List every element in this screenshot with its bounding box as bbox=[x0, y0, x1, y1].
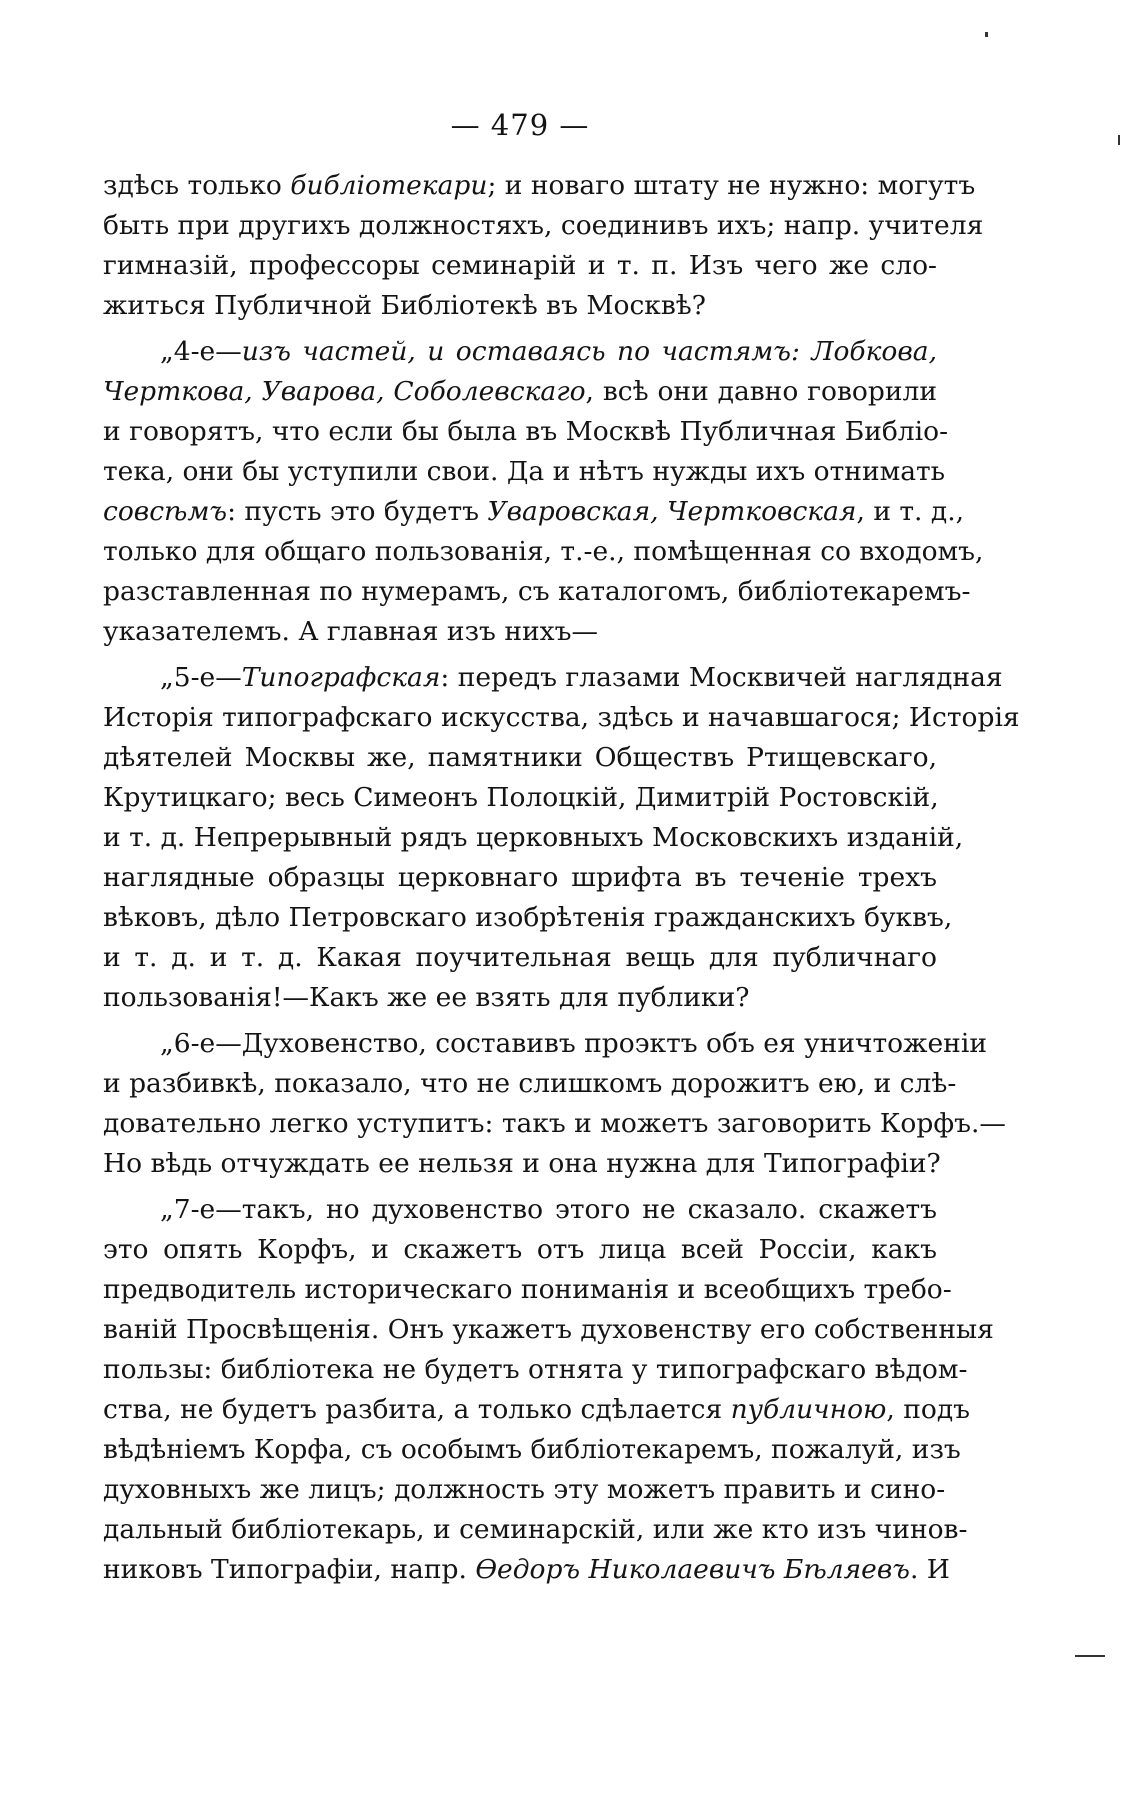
text-line bbox=[103, 492, 965, 532]
text-line bbox=[103, 1510, 968, 1550]
text-line bbox=[160, 1190, 937, 1230]
text-segment: дѣятелей Москвы же, памятники Обществъ Ртищевскаго, bbox=[103, 742, 937, 773]
text-line bbox=[103, 166, 976, 206]
text-line bbox=[103, 698, 1020, 738]
text-line bbox=[103, 1350, 968, 1390]
text-line bbox=[103, 246, 937, 286]
text-segment: дальный библіотекарь, и семинарскій, или же кто изъ чинов- bbox=[103, 1514, 968, 1545]
text-line bbox=[103, 1064, 957, 1104]
text-segment: здѣсь только bbox=[103, 170, 291, 201]
text-segment: тека, они бы уступили свои. Да и нѣтъ нужды ихъ отнимать bbox=[103, 456, 946, 487]
italic-text: библіотекари bbox=[290, 170, 488, 201]
text-segment: вѣдѣніемъ Корфа, съ особымъ библіотекаремъ, пожалуй, изъ bbox=[103, 1434, 961, 1465]
text-line bbox=[103, 738, 937, 778]
italic-text: публичною bbox=[730, 1394, 887, 1425]
text-line bbox=[160, 1024, 987, 1064]
text-line bbox=[103, 572, 971, 612]
text-line bbox=[103, 978, 937, 1018]
text-line bbox=[103, 858, 937, 898]
text-segment: , всѣ они давно говорили bbox=[585, 376, 938, 407]
text-line bbox=[103, 1230, 937, 1270]
text-segment: . И bbox=[909, 1554, 950, 1585]
text-segment: гимназій, профессоры семинарій и т. п. Изъ чего же сло- bbox=[103, 250, 937, 281]
text-segment: „4-е— bbox=[160, 336, 242, 367]
text-line bbox=[103, 206, 984, 246]
text-segment: указателемъ. А главная изъ нихъ— bbox=[103, 616, 598, 647]
text-line bbox=[103, 1430, 961, 1470]
text-segment: Исторія типографскаго искусства, здѣсь и начавшагося; Исторія bbox=[103, 702, 1020, 733]
text-segment: предводитель историческаго пониманія и всеобщихъ требо- bbox=[103, 1274, 952, 1305]
text-line bbox=[103, 412, 949, 452]
text-segment: , подъ bbox=[886, 1394, 971, 1425]
text-line bbox=[160, 332, 937, 372]
text-line bbox=[103, 1310, 994, 1350]
scan-artifact-mark bbox=[985, 32, 988, 37]
text-segment: ваній Просвѣщенія. Онъ укажетъ духовенству его собственныя bbox=[103, 1314, 994, 1345]
italic-text: Уваровская, Чертковская bbox=[487, 496, 857, 527]
text-segment: и т. д. Непрерывный рядъ церковныхъ Московскихъ изданій, bbox=[103, 822, 964, 853]
scan-artifact-mark bbox=[1118, 135, 1120, 145]
text-line bbox=[103, 818, 964, 858]
text-line bbox=[103, 372, 937, 412]
text-segment: и разбивкѣ, показало, что не слишкомъ дорожитъ ею, и слѣ- bbox=[103, 1068, 957, 1099]
text-segment: и т. д. и т. д. Какая поучительная вещь для публичнаго bbox=[103, 942, 937, 973]
text-segment: разставленная по нумерамъ, съ каталогомъ, библіотекаремъ- bbox=[103, 576, 971, 607]
text-line bbox=[103, 1550, 950, 1590]
text-segment: Но вѣдь отчуждать ее нельзя и она нужна для Типографіи? bbox=[103, 1148, 941, 1179]
text-line bbox=[103, 532, 984, 572]
text-line bbox=[103, 1470, 946, 1510]
text-segment: вѣковъ, дѣло Петровскаго изобрѣтенія гражданскихъ буквъ, bbox=[103, 902, 953, 933]
text-segment: пользы: библіотека не будетъ отнята у типографскаго вѣдом- bbox=[103, 1354, 968, 1385]
text-segment: ; и новаго штату не нужно: могутъ bbox=[487, 170, 976, 201]
text-segment: духовныхъ же лицъ; должность эту можетъ править и сино- bbox=[103, 1474, 946, 1505]
text-segment: , и т. д., bbox=[856, 496, 965, 527]
text-line bbox=[103, 938, 937, 978]
text-line bbox=[103, 1144, 941, 1184]
text-segment: пользованія!—Какъ же ее взять для публики? bbox=[103, 982, 750, 1013]
italic-text: Черткова, Уварова, Соболевскаго bbox=[103, 376, 586, 407]
text-segment: только для общаго пользованія, т.-е., помѣщенная со входомъ, bbox=[103, 536, 984, 567]
text-line bbox=[103, 452, 946, 492]
text-segment: ства, не будетъ разбита, а только сдѣлается bbox=[103, 1394, 731, 1425]
text-line bbox=[103, 1270, 952, 1310]
text-segment: „7-е—такъ, но духовенство этого не сказало. скажетъ bbox=[160, 1194, 937, 1225]
text-segment: „6-е—Духовенство, составивъ проэктъ объ ея уничтоженіи bbox=[160, 1028, 987, 1059]
text-line bbox=[160, 658, 1003, 698]
text-segment: и говорятъ, что если бы была въ Москвѣ Публичная Библіо- bbox=[103, 416, 949, 447]
scan-artifact-mark bbox=[1075, 1655, 1105, 1657]
italic-text: Өедоръ Николаевичъ Бѣляевъ bbox=[475, 1554, 910, 1585]
text-segment: никовъ Типографіи, напр. bbox=[103, 1554, 476, 1585]
text-segment: наглядные образцы церковнаго шрифта въ теченіе трехъ bbox=[103, 862, 937, 893]
text-line bbox=[103, 1390, 971, 1430]
text-segment: : пусть это будетъ bbox=[227, 496, 488, 527]
page-number: — 479 — bbox=[450, 108, 590, 142]
text-segment: житься Публичной Библіотекѣ въ Москвѣ? bbox=[103, 290, 706, 321]
text-line bbox=[103, 778, 937, 818]
text-line bbox=[103, 286, 937, 326]
italic-text: изъ частей, и оставаясь по частямъ: Лобкова, bbox=[241, 336, 937, 367]
text-segment: довательно легко уступитъ: такъ и можетъ заговорить Корфъ.— bbox=[103, 1108, 1006, 1139]
italic-text: совсѣмъ bbox=[103, 496, 228, 527]
italic-text: Типографская bbox=[241, 662, 441, 693]
text-segment: : передъ глазами Москвичей наглядная bbox=[440, 662, 1003, 693]
text-segment: это опять Корфъ, и скажетъ отъ лица всей Россіи, какъ bbox=[103, 1234, 937, 1265]
text-line bbox=[103, 1104, 1006, 1144]
text-line bbox=[103, 612, 937, 652]
text-segment: быть при другихъ должностяхъ, соединивъ ихъ; напр. учителя bbox=[103, 210, 984, 241]
text-segment: Крутицкаго; весь Симеонъ Полоцкій, Димитрій Ростовскій, bbox=[103, 782, 939, 813]
text-segment: „5-е— bbox=[160, 662, 242, 693]
text-line bbox=[103, 898, 953, 938]
